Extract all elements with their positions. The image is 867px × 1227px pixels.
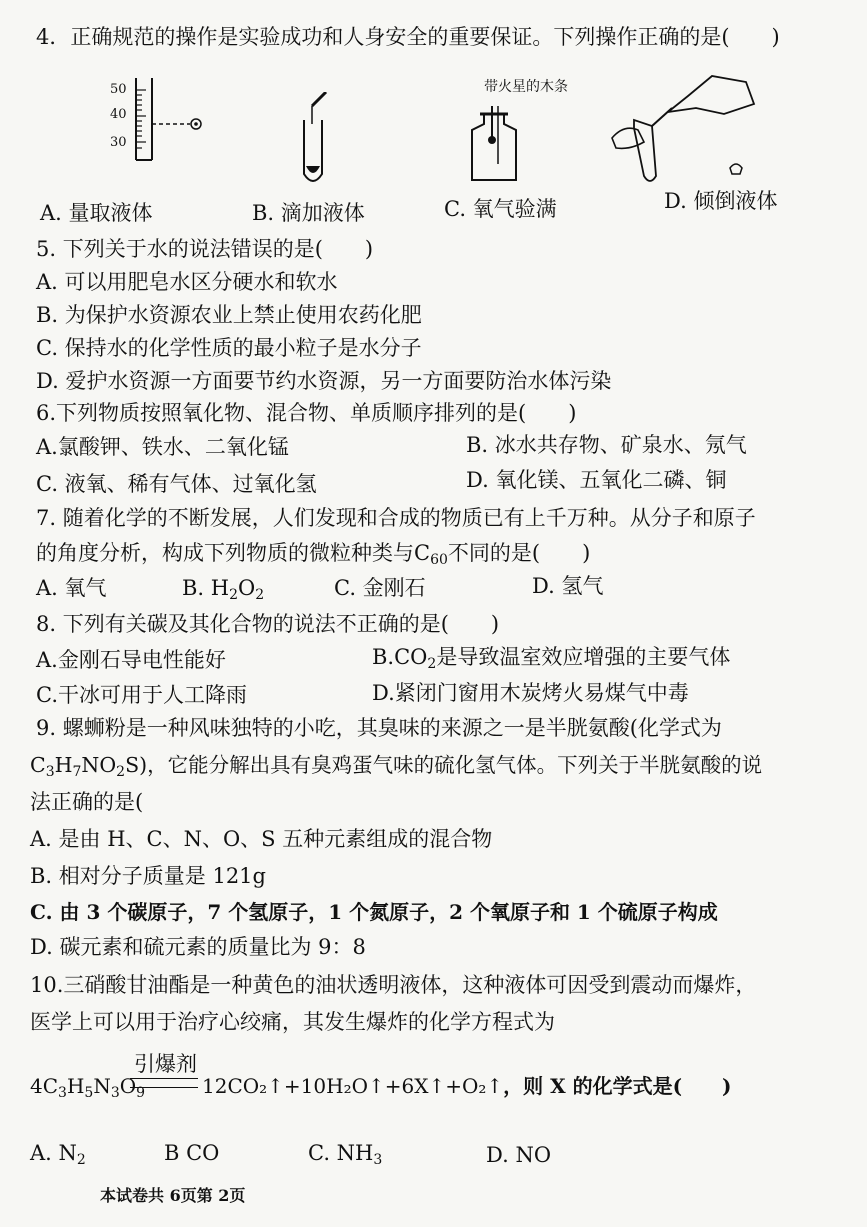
test-tube-dropper-icon: [290, 92, 340, 192]
q5-option-b: B. 为保护水资源农业上禁止使用农药化肥: [36, 303, 422, 327]
q6-option-d: D. 氧化镁、五氧化二磷、铜: [466, 468, 727, 492]
q4-option-c: C. 氧气验满: [444, 197, 557, 221]
q9-stem-line1: 9. 螺蛳粉是一种风味独特的小吃，其臭味的来源之一是半胱氨酸(化学式为: [36, 716, 722, 740]
q10-option-a: A. $N_2$: [30, 1141, 86, 1168]
q4-option-a: A. 量取液体: [40, 201, 153, 225]
q7-option-d: D. 氢气: [532, 574, 604, 598]
q6-option-c: C. 液氧、稀有气体、过氧化氢: [36, 472, 317, 496]
q6-stem: 6.下列物质按照氧化物、混合物、单质顺序排列的是( ): [36, 401, 577, 425]
q8-option-b: $B.CO_2$是导致温室效应增强的主要气体: [372, 645, 731, 672]
q7-option-c: C. 金刚石: [334, 576, 426, 600]
q10-stem-line1: 10.三硝酸甘油酯是一种黄色的油状透明液体，这种液体可因受到震动而爆炸，: [30, 973, 757, 997]
tick-30: 30: [110, 135, 127, 150]
q7-stem-line1: 7. 随着化学的不断发展，人们发现和合成的物质已有上千万种。从分子和原子: [36, 506, 756, 530]
q7-option-a: A. 氧气: [36, 576, 107, 600]
q6-option-b: B. 冰水共存物、矿泉水、氖气: [466, 433, 747, 457]
q10-option-d: D. NO: [486, 1143, 552, 1167]
page-footer: 本试卷共 6页第 2页: [100, 1186, 246, 1205]
q5-option-c: C. 保持水的化学性质的最小粒子是水分子: [36, 336, 422, 360]
q7-option-b: B. $H_2O_2$: [182, 576, 265, 603]
q8-option-d: D.紧闭门窗用木炭烤火易煤气中毒: [372, 681, 689, 705]
figure-b-dropper: [290, 92, 340, 192]
q10-condition: 引爆剂: [134, 1052, 197, 1076]
q9-option-c: C. 由 3 个碳原子，7 个氢原子，1 个氮原子，2 个氧原子和 1 个硫原子构成: [30, 900, 718, 924]
q9-option-d: D. 碳元素和硫元素的质量比为 9：8: [30, 935, 366, 959]
q8-option-a: A.金刚石导电性能好: [36, 648, 226, 672]
q4-option-d: D. 倾倒液体: [664, 189, 778, 213]
q7-stem-line2: 的角度分析，构成下列物质的微粒种类与$C_{60}$不同的是( ): [36, 541, 591, 568]
q6-option-a: A.氯酸钾、铁水、二氧化锰: [36, 435, 289, 459]
q9-stem-line3: 法正确的是(: [30, 790, 144, 814]
q10-option-c: C. $NH_3$: [308, 1141, 383, 1168]
q4-option-b: B. 滴加液体: [252, 201, 365, 225]
figure-d-pouring: [604, 68, 764, 188]
q8-option-c: C.干冰可用于人工降雨: [36, 683, 247, 707]
figure-c-label: 带火星的木条: [484, 79, 568, 95]
tick-40: 40: [110, 107, 127, 122]
pouring-liquid-icon: [604, 68, 764, 188]
figure-c-gas-bottle: [464, 102, 524, 184]
tick-50: 50: [110, 82, 127, 97]
gas-bottle-icon: [464, 102, 524, 184]
q10-equation-reactant: $4C_3H_5N_3O_9$: [30, 1074, 146, 1101]
q10-option-b: B CO: [164, 1141, 220, 1165]
q5-option-d: D. 爱护水资源一方面要节约水资源，另一方面要防治水体污染: [36, 369, 612, 393]
q8-stem: 8. 下列有关碳及其化合物的说法不正确的是( ): [36, 612, 500, 636]
q10-equation-products: 12CO₂↑+10H₂O↑+6X↑+O₂↑，则 X 的化学式是( ): [202, 1074, 732, 1098]
q5-option-a: A. 可以用肥皂水区分硬水和软水: [36, 270, 338, 294]
q9-option-b: B. 相对分子质量是 121g: [30, 864, 266, 888]
q4-stem: 4．正确规范的操作是实验成功和人身安全的重要保证。下列操作正确的是( ): [36, 25, 780, 49]
q9-option-a: A. 是由 H、C、N、O、S 五种元素组成的混合物: [30, 827, 493, 851]
q10-stem-line2: 医学上可以用于治疗心绞痛，其发生爆炸的化学方程式为: [30, 1010, 555, 1034]
q5-stem: 5. 下列关于水的说法错误的是( ): [36, 237, 374, 261]
figure-a-measuring-cylinder: [96, 72, 220, 172]
q9-stem-line2: $C_3H_7NO_2S$)，它能分解出具有臭鸡蛋气味的硫化氢气体。下列关于半胱氨酸的说: [30, 753, 763, 780]
